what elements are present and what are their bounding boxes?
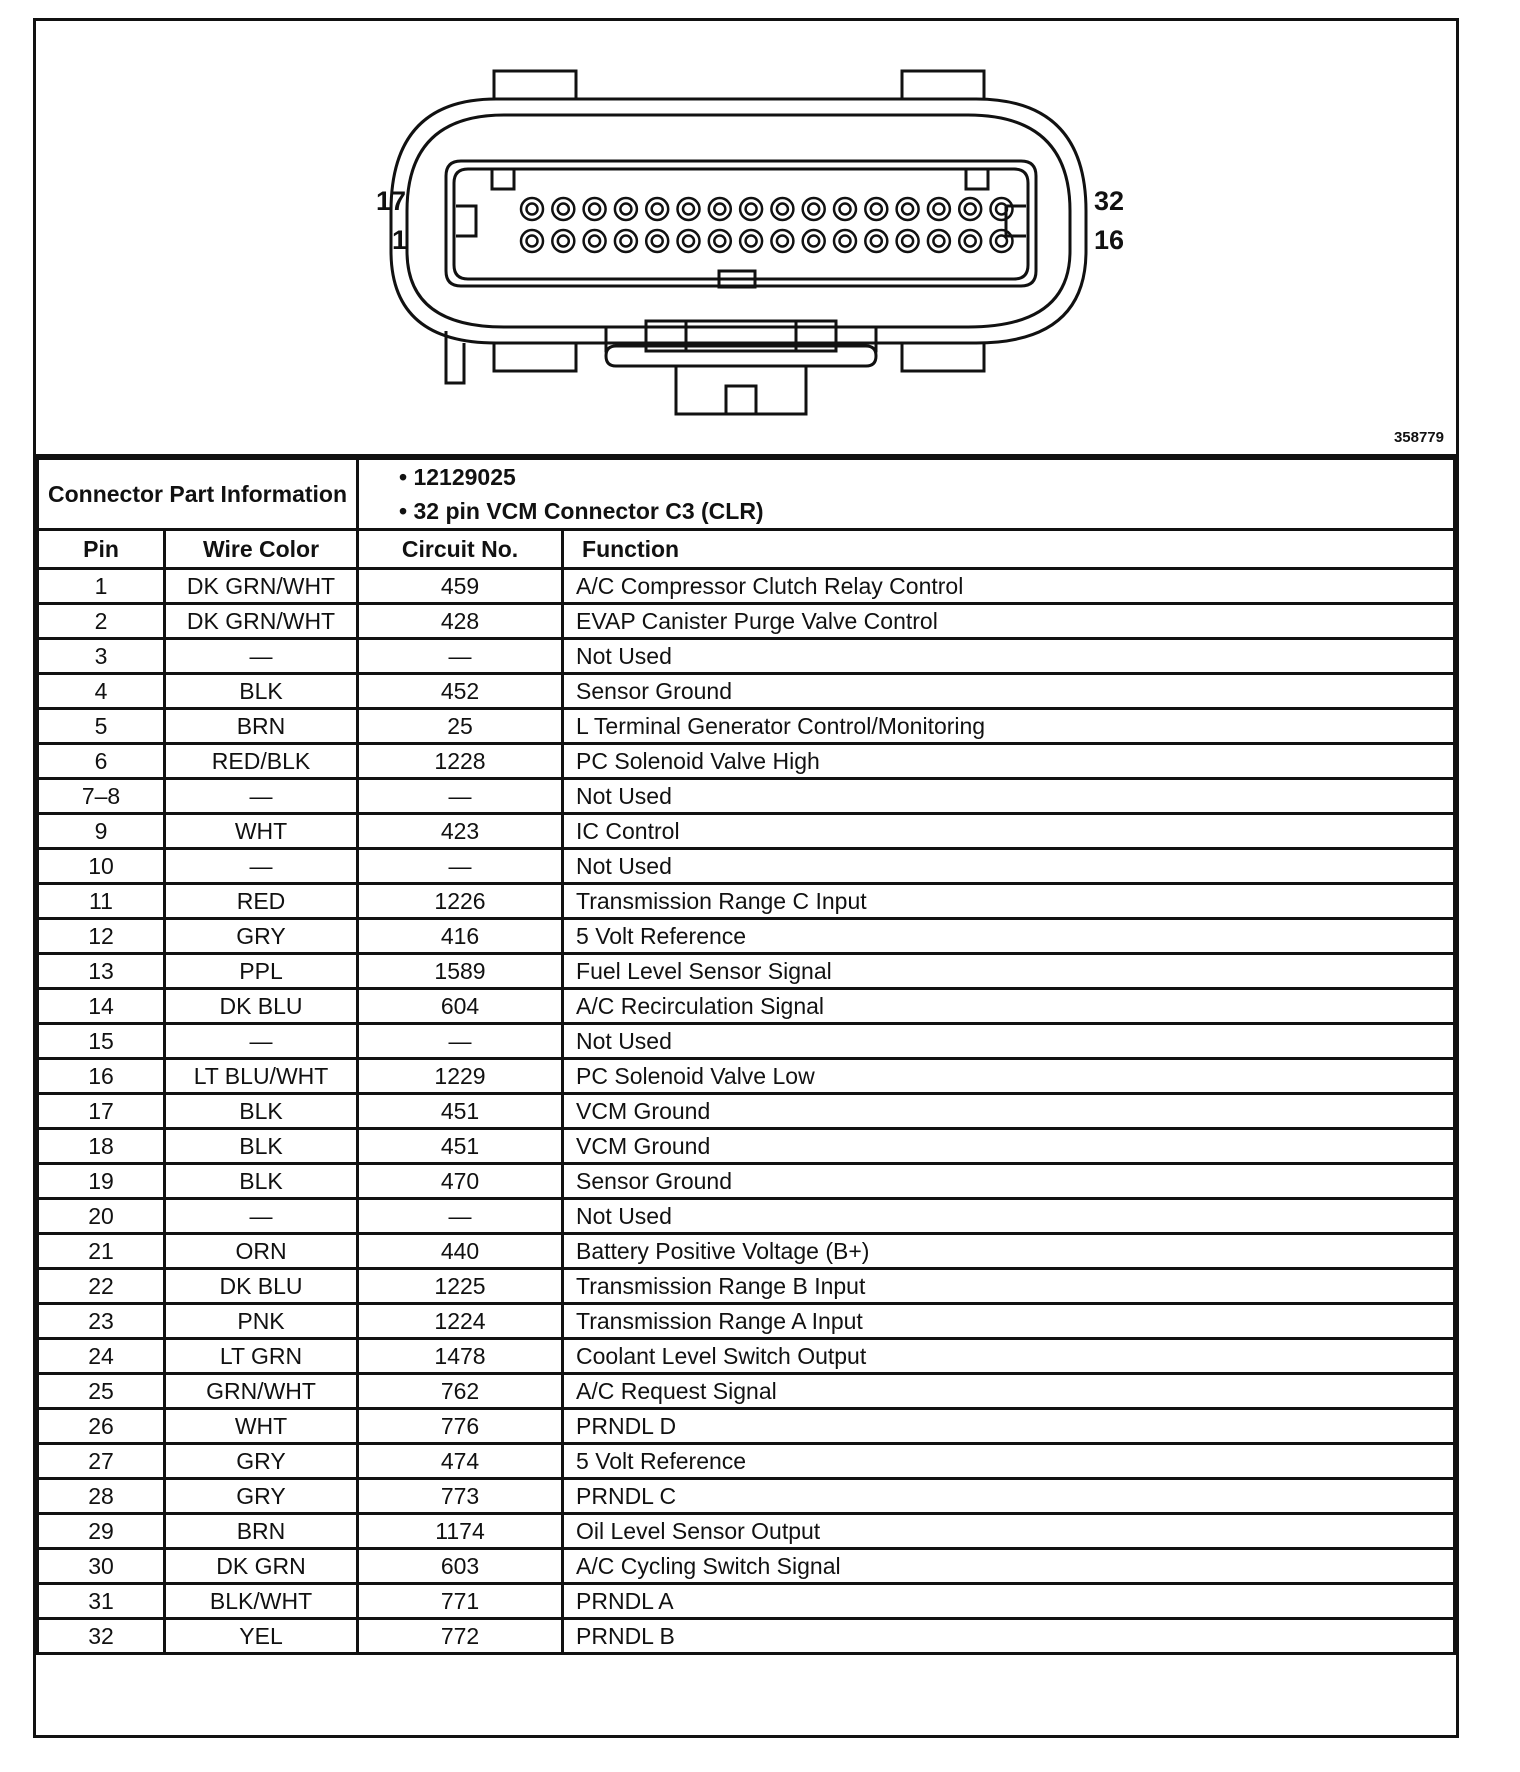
pin-cell: 26 xyxy=(38,1409,165,1444)
table-row xyxy=(38,1304,1455,1339)
connector-face-drawing xyxy=(36,21,1456,454)
function-cell: PRNDL D xyxy=(563,1409,1455,1444)
function-cell: Fuel Level Sensor Signal xyxy=(563,954,1455,989)
function-cell: Transmission Range B Input xyxy=(563,1269,1455,1304)
pin-cell: 30 xyxy=(38,1549,165,1584)
function-cell: Sensor Ground xyxy=(563,674,1455,709)
function-cell: EVAP Canister Purge Valve Control xyxy=(563,604,1455,639)
wire-color-cell: RED xyxy=(165,884,358,919)
wire-color-cell: BLK xyxy=(165,674,358,709)
pin-cell: 10 xyxy=(38,849,165,884)
wire-color-cell: BLK xyxy=(165,1164,358,1199)
pin-cell: 21 xyxy=(38,1234,165,1269)
connector-info-label: Connector Part Information xyxy=(38,459,358,530)
wire-color-cell: GRY xyxy=(165,919,358,954)
function-cell: Not Used xyxy=(563,1024,1455,1059)
table-row xyxy=(38,569,1455,604)
pin-cell: 22 xyxy=(38,1269,165,1304)
table-row xyxy=(38,779,1455,814)
header-function: Function xyxy=(563,530,1455,569)
table-row xyxy=(38,1024,1455,1059)
circuit-no-cell: 773 xyxy=(358,1479,563,1514)
function-cell: PRNDL A xyxy=(563,1584,1455,1619)
function-cell: PRNDL C xyxy=(563,1479,1455,1514)
circuit-no-cell: 474 xyxy=(358,1444,563,1479)
table-row xyxy=(38,1269,1455,1304)
table-row xyxy=(38,849,1455,884)
circuit-no-cell: 1229 xyxy=(358,1059,563,1094)
pin-cell: 12 xyxy=(38,919,165,954)
pin-cell: 13 xyxy=(38,954,165,989)
function-cell: Coolant Level Switch Output xyxy=(563,1339,1455,1374)
function-cell: Not Used xyxy=(563,1199,1455,1234)
function-cell: IC Control xyxy=(563,814,1455,849)
wire-color-cell: — xyxy=(165,1199,358,1234)
wire-color-cell: PNK xyxy=(165,1304,358,1339)
circuit-no-cell: 1174 xyxy=(358,1514,563,1549)
wire-color-cell: DK BLU xyxy=(165,1269,358,1304)
function-cell: VCM Ground xyxy=(563,1129,1455,1164)
function-cell: Oil Level Sensor Output xyxy=(563,1514,1455,1549)
wire-color-cell: — xyxy=(165,849,358,884)
connector-description: • 32 pin VCM Connector C3 (CLR) xyxy=(399,494,1453,528)
pin-cell: 14 xyxy=(38,989,165,1024)
table-row xyxy=(38,814,1455,849)
wire-color-cell: — xyxy=(165,779,358,814)
function-cell: Sensor Ground xyxy=(563,1164,1455,1199)
pin-cell: 16 xyxy=(38,1059,165,1094)
table-row xyxy=(38,1094,1455,1129)
connector-part-number: • 12129025 xyxy=(399,460,1453,494)
wire-color-cell: BRN xyxy=(165,1514,358,1549)
function-cell: L Terminal Generator Control/Monitoring xyxy=(563,709,1455,744)
pin-cell: 23 xyxy=(38,1304,165,1339)
table-row xyxy=(38,1409,1455,1444)
pin-cell: 27 xyxy=(38,1444,165,1479)
wire-color-cell: GRY xyxy=(165,1479,358,1514)
table-row xyxy=(38,1374,1455,1409)
wire-color-cell: BRN xyxy=(165,709,358,744)
wire-color-cell: DK GRN xyxy=(165,1549,358,1584)
table-row xyxy=(38,1199,1455,1234)
table-row xyxy=(38,1059,1455,1094)
table-row xyxy=(38,709,1455,744)
header-pin: Pin xyxy=(38,530,165,569)
table-row xyxy=(38,1234,1455,1269)
function-cell: A/C Compressor Clutch Relay Control xyxy=(563,569,1455,604)
wire-color-cell: WHT xyxy=(165,1409,358,1444)
table-row xyxy=(38,1339,1455,1374)
pin-cell: 7–8 xyxy=(38,779,165,814)
function-cell: Transmission Range A Input xyxy=(563,1304,1455,1339)
circuit-no-cell: 452 xyxy=(358,674,563,709)
function-cell: 5 Volt Reference xyxy=(563,919,1455,954)
function-cell: PC Solenoid Valve High xyxy=(563,744,1455,779)
circuit-no-cell: — xyxy=(358,849,563,884)
circuit-no-cell: 416 xyxy=(358,919,563,954)
figure-number: 358779 xyxy=(1393,429,1444,446)
wire-color-cell: ORN xyxy=(165,1234,358,1269)
pin-cell: 5 xyxy=(38,709,165,744)
pin-cell: 1 xyxy=(38,569,165,604)
pin-cell: 29 xyxy=(38,1514,165,1549)
wire-color-cell: BLK xyxy=(165,1129,358,1164)
function-cell: Not Used xyxy=(563,849,1455,884)
circuit-no-cell: 451 xyxy=(358,1129,563,1164)
pin-label-17: 17 xyxy=(376,186,407,216)
table-row xyxy=(38,604,1455,639)
pin-cell: 11 xyxy=(38,884,165,919)
circuit-no-cell: 459 xyxy=(358,569,563,604)
circuit-no-cell: 1226 xyxy=(358,884,563,919)
function-cell: Transmission Range C Input xyxy=(563,884,1455,919)
circuit-no-cell: 423 xyxy=(358,814,563,849)
circuit-no-cell: 1589 xyxy=(358,954,563,989)
circuit-no-cell: 1225 xyxy=(358,1269,563,1304)
pin-label-16: 16 xyxy=(1094,225,1125,255)
circuit-no-cell: 771 xyxy=(358,1584,563,1619)
pin-cell: 18 xyxy=(38,1129,165,1164)
circuit-no-cell: — xyxy=(358,639,563,674)
table-row xyxy=(38,1619,1455,1654)
table-row xyxy=(38,1514,1455,1549)
circuit-no-cell: — xyxy=(358,1199,563,1234)
function-cell: A/C Cycling Switch Signal xyxy=(563,1549,1455,1584)
circuit-no-cell: 1228 xyxy=(358,744,563,779)
wire-color-cell: DK GRN/WHT xyxy=(165,569,358,604)
table-row xyxy=(38,1479,1455,1514)
circuit-no-cell: 470 xyxy=(358,1164,563,1199)
circuit-no-cell: 1478 xyxy=(358,1339,563,1374)
circuit-no-cell: 772 xyxy=(358,1619,563,1654)
table-row xyxy=(38,744,1455,779)
circuit-no-cell: 25 xyxy=(358,709,563,744)
connector-info-row xyxy=(38,459,1455,530)
pin-cell: 17 xyxy=(38,1094,165,1129)
header-wire-color: Wire Color xyxy=(165,530,358,569)
pin-cell: 2 xyxy=(38,604,165,639)
table-row xyxy=(38,674,1455,709)
pin-label-32: 32 xyxy=(1094,186,1125,216)
pin-cell: 15 xyxy=(38,1024,165,1059)
table-row xyxy=(38,884,1455,919)
function-cell: PC Solenoid Valve Low xyxy=(563,1059,1455,1094)
table-row xyxy=(38,1444,1455,1479)
table-row xyxy=(38,1549,1455,1584)
pin-cell: 32 xyxy=(38,1619,165,1654)
function-cell: PRNDL B xyxy=(563,1619,1455,1654)
function-cell: A/C Recirculation Signal xyxy=(563,989,1455,1024)
table-row xyxy=(38,639,1455,674)
circuit-no-cell: 1224 xyxy=(358,1304,563,1339)
circuit-no-cell: 603 xyxy=(358,1549,563,1584)
wire-color-cell: DK BLU xyxy=(165,989,358,1024)
table-row xyxy=(38,1129,1455,1164)
wire-color-cell: GRY xyxy=(165,1444,358,1479)
pin-cell: 9 xyxy=(38,814,165,849)
pin-cell: 25 xyxy=(38,1374,165,1409)
circuit-no-cell: 451 xyxy=(358,1094,563,1129)
function-cell: Battery Positive Voltage (B+) xyxy=(563,1234,1455,1269)
wire-color-cell: DK GRN/WHT xyxy=(165,604,358,639)
pin-cell: 31 xyxy=(38,1584,165,1619)
circuit-no-cell: — xyxy=(358,1024,563,1059)
connector-diagram xyxy=(36,21,1456,457)
function-cell: VCM Ground xyxy=(563,1094,1455,1129)
header-circuit-no: Circuit No. xyxy=(358,530,563,569)
pin-cell: 4 xyxy=(38,674,165,709)
pin-cell: 28 xyxy=(38,1479,165,1514)
wire-color-cell: WHT xyxy=(165,814,358,849)
function-cell: Not Used xyxy=(563,639,1455,674)
pinout-table xyxy=(36,457,1456,1655)
circuit-no-cell: 604 xyxy=(358,989,563,1024)
pin-cell: 6 xyxy=(38,744,165,779)
wire-color-cell: LT GRN xyxy=(165,1339,358,1374)
wire-color-cell: — xyxy=(165,639,358,674)
table-row xyxy=(38,1164,1455,1199)
wire-color-cell: RED/BLK xyxy=(165,744,358,779)
wire-color-cell: BLK/WHT xyxy=(165,1584,358,1619)
connector-info-list xyxy=(358,459,1455,530)
pin-cell: 19 xyxy=(38,1164,165,1199)
wire-color-cell: LT BLU/WHT xyxy=(165,1059,358,1094)
function-cell: 5 Volt Reference xyxy=(563,1444,1455,1479)
wire-color-cell: PPL xyxy=(165,954,358,989)
pin-cell: 24 xyxy=(38,1339,165,1374)
wire-color-cell: GRN/WHT xyxy=(165,1374,358,1409)
table-header-row xyxy=(38,530,1455,569)
table-row xyxy=(38,989,1455,1024)
circuit-no-cell: 776 xyxy=(358,1409,563,1444)
circuit-no-cell: 428 xyxy=(358,604,563,639)
function-cell: Not Used xyxy=(563,779,1455,814)
table-row xyxy=(38,954,1455,989)
wire-color-cell: YEL xyxy=(165,1619,358,1654)
wire-color-cell: — xyxy=(165,1024,358,1059)
pin-cell: 3 xyxy=(38,639,165,674)
table-row xyxy=(38,1584,1455,1619)
circuit-no-cell: — xyxy=(358,779,563,814)
connector-sheet xyxy=(33,18,1459,1738)
circuit-no-cell: 762 xyxy=(358,1374,563,1409)
function-cell: A/C Request Signal xyxy=(563,1374,1455,1409)
pin-label-1: 1 xyxy=(392,225,408,255)
wire-color-cell: BLK xyxy=(165,1094,358,1129)
circuit-no-cell: 440 xyxy=(358,1234,563,1269)
pin-cell: 20 xyxy=(38,1199,165,1234)
table-row xyxy=(38,919,1455,954)
